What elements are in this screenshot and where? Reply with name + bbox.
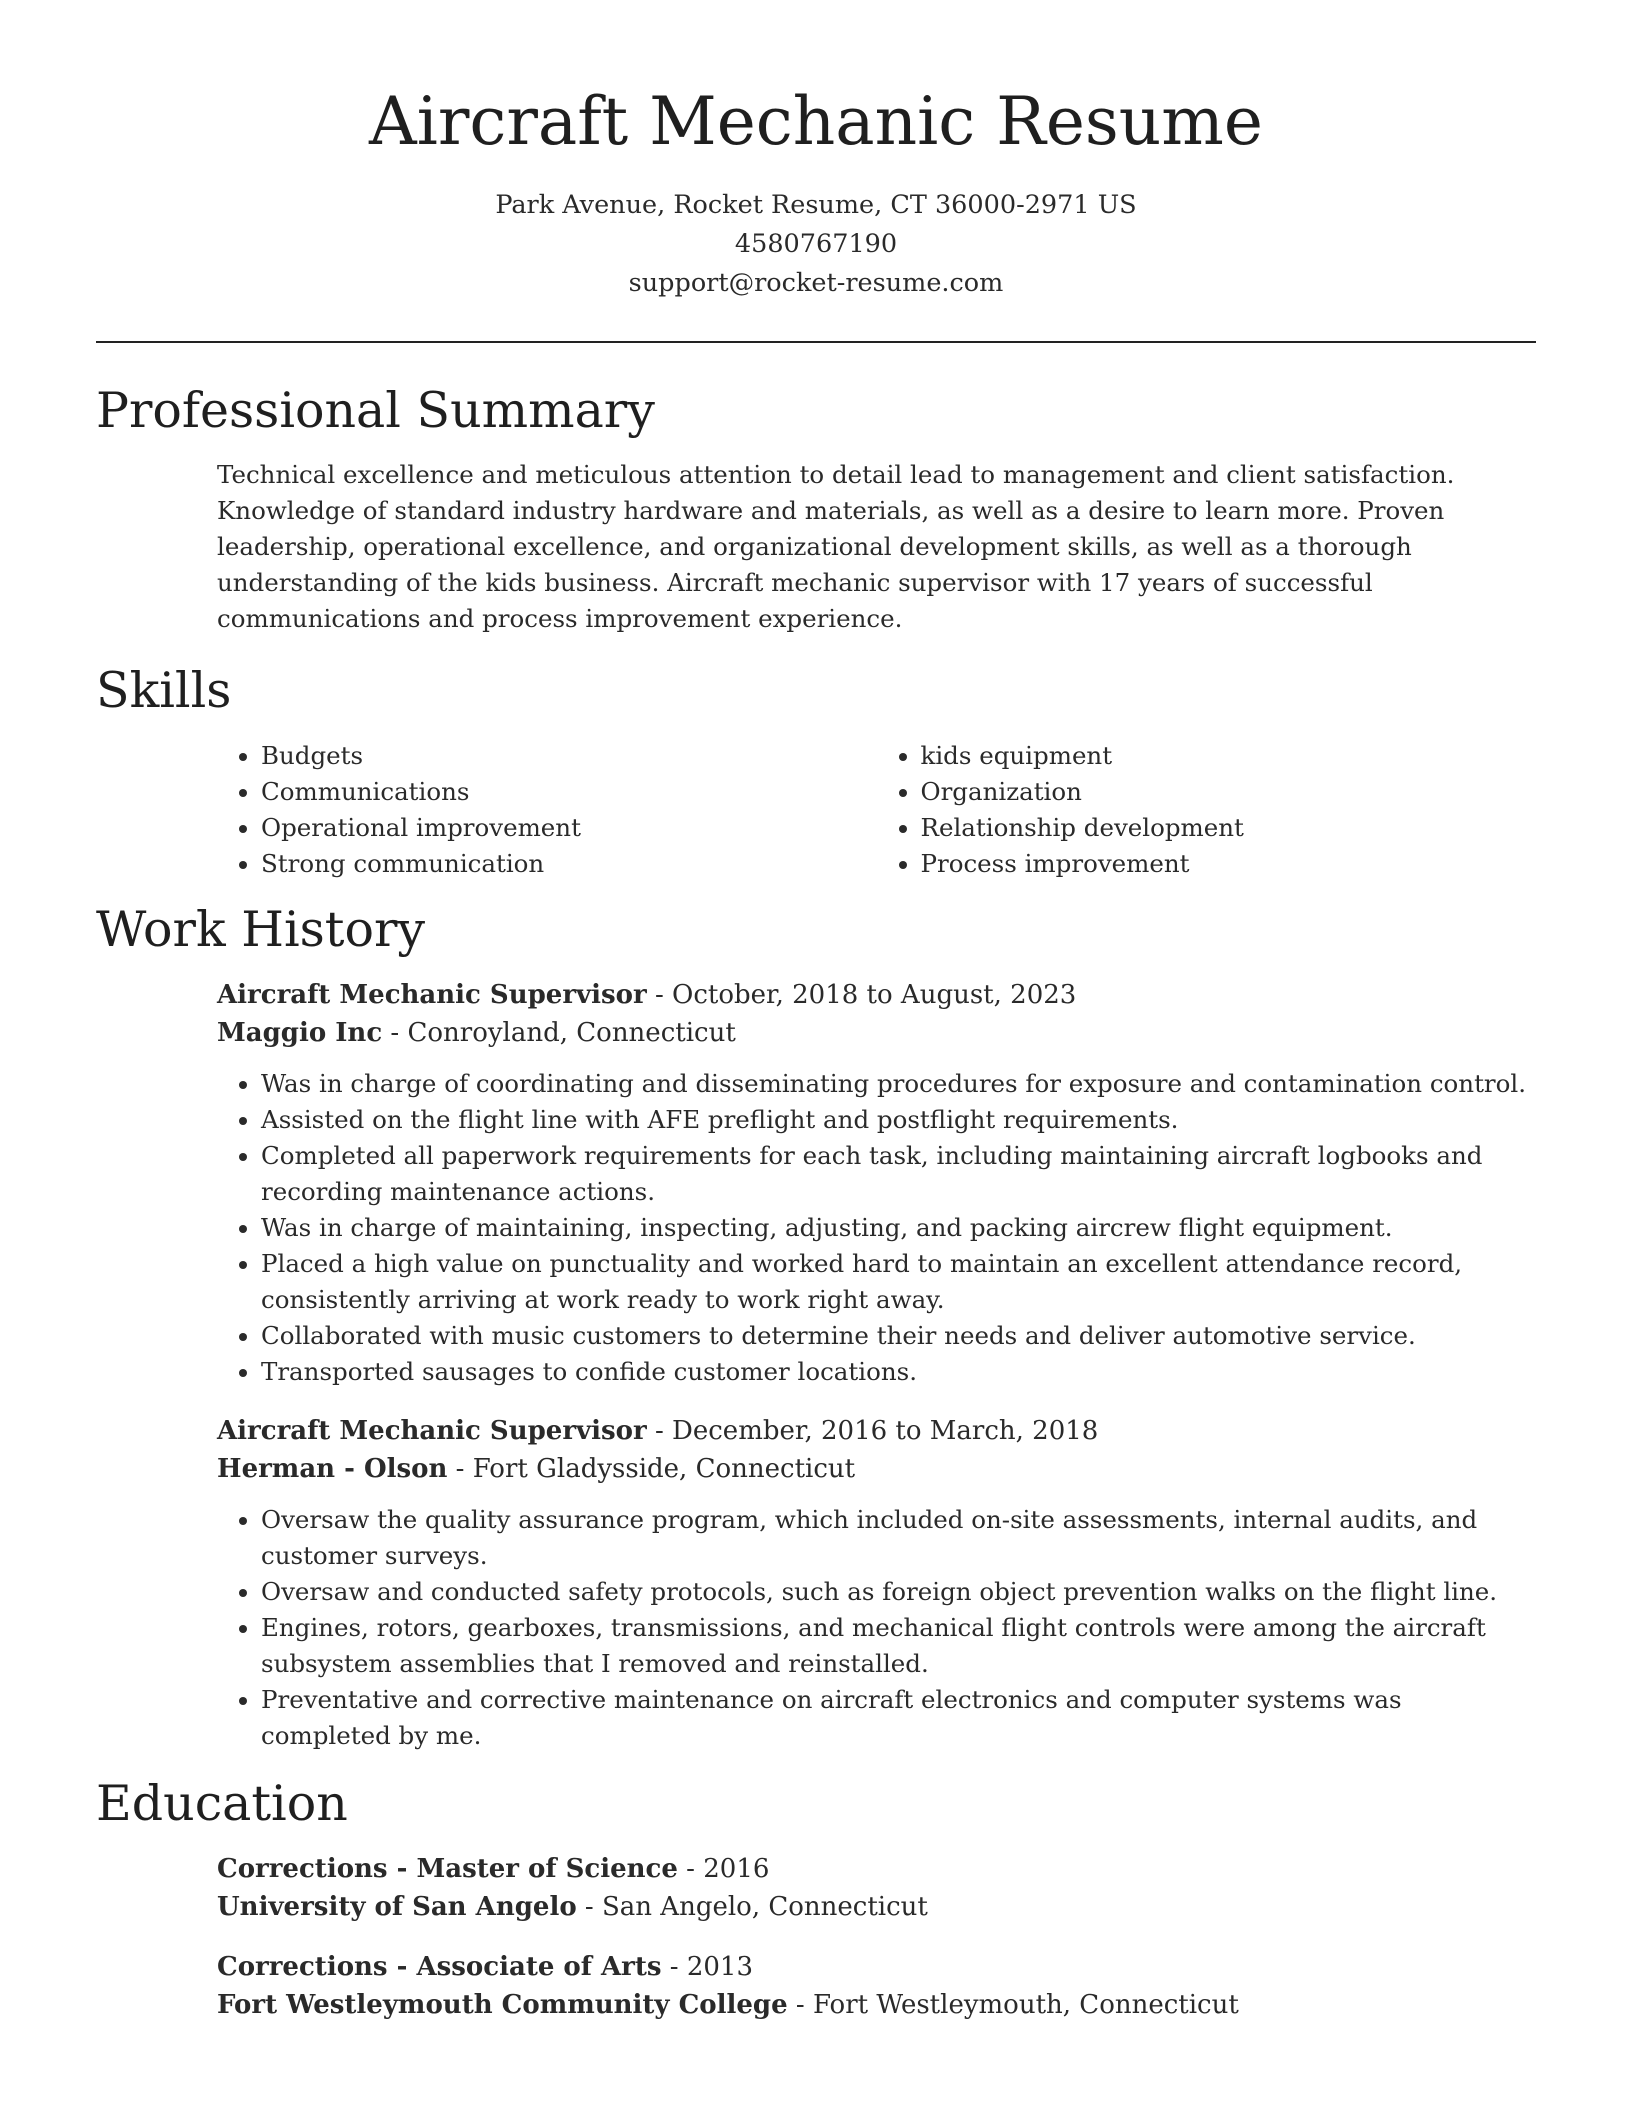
education-year: - 2013 [661,1952,753,1983]
job-title-line [217,1412,1536,1450]
skills-grid [217,738,1536,882]
job-bullet: • Was in charge of coordinating and disseminating procedures for exposure and contamination control. [261,1066,1536,1102]
work-history-section [96,902,1536,1754]
skills-column-left [217,738,877,882]
job-company-line [217,1450,1536,1488]
education-location: - San Angelo, Connecticut [576,1892,928,1923]
education-section [96,1776,1536,2024]
education-degree-line [217,1850,1536,1888]
job-bullet: • Placed a high value on punctuality and worked hard to maintain an excellent attendance record, consistently arriving at work ready to work right away. [261,1246,1536,1318]
contact-email: support@rocket-resume.com [628,267,1004,298]
resume-header [96,0,1536,303]
skill-item: • Communications [261,774,877,810]
education-degree: Corrections - Master of Science [217,1854,678,1885]
job-bullet: • Preventative and corrective maintenance on aircraft electronics and computer systems was completed by me. [261,1682,1536,1754]
contact-address: Park Avenue, Rocket Resume, CT 36000-2971 US [495,189,1137,220]
job-bullet: • Oversaw and conducted safety protocols, such as foreign object prevention walks on the flight line. [261,1574,1536,1610]
job-company-line [217,1014,1536,1052]
job-entry [217,1412,1536,1754]
skill-item: • Process improvement [921,846,1537,882]
skill-item: • kids equipment [921,738,1537,774]
job-role: Aircraft Mechanic Supervisor [217,1415,647,1446]
job-dates: - December, 2016 to March, 2018 [646,1415,1099,1446]
job-bullets [217,1502,1536,1754]
job-title-line [217,976,1536,1014]
job-bullet: • Collaborated with music customers to determine their needs and deliver automotive service. [261,1318,1536,1354]
education-year: - 2016 [677,1854,770,1885]
education-school-line [217,1888,1536,1926]
resume-title: Aircraft Mechanic Resume [369,83,1263,160]
header-divider [96,341,1536,343]
education-entry [217,1948,1536,2024]
job-location: - Conroyland, Connecticut [382,1017,736,1048]
job-bullet: • Assisted on the flight line with AFE preflight and postflight requirements. [261,1102,1536,1138]
job-bullet: • Was in charge of maintaining, inspecting, adjusting, and packing aircrew flight equipment. [261,1210,1536,1246]
skill-item: • Operational improvement [261,810,877,846]
job-bullet: • Transported sausages to confide customer locations. [261,1354,1536,1390]
skill-item: • Organization [921,774,1537,810]
education-entry [217,1850,1536,1926]
job-bullet: • Completed all paperwork requirements for each task, including maintaining aircraft logbooks and recording maintenance actions. [261,1138,1536,1210]
skill-item: • Budgets [261,738,877,774]
job-company: Herman - Olson [217,1453,448,1484]
job-bullet: • Engines, rotors, gearboxes, transmissions, and mechanical flight controls were among the aircraft subsystem assemblies that I removed and reinstalled. [261,1610,1536,1682]
education-degree: Corrections - Associate of Arts [217,1952,662,1983]
summary-section [96,383,1536,637]
education-degree-line [217,1948,1536,1986]
summary-heading: Professional Summary [96,381,655,439]
skill-item: • Strong communication [261,846,877,882]
education-school: Fort Westleymouth Community College [217,1990,788,2021]
contact-phone: 4580767190 [734,228,898,259]
education-location: - Fort Westleymouth, Connecticut [787,1990,1239,2021]
job-dates: - October, 2018 to August, 2023 [646,979,1077,1010]
skill-item: • Relationship development [921,810,1537,846]
skills-heading: Skills [96,662,232,720]
work-history-heading: Work History [96,900,426,958]
job-bullet: • Oversaw the quality assurance program, which included on-site assessments, internal audits, and customer surveys. [261,1502,1536,1574]
job-location: - Fort Gladysside, Connecticut [447,1453,856,1484]
job-bullets [217,1066,1536,1390]
skills-column-right [877,738,1537,882]
job-entry [217,976,1536,1390]
job-company: Maggio Inc [217,1017,383,1048]
skills-section [96,663,1536,881]
education-school: University of San Angelo [217,1892,577,1923]
education-school-line [217,1986,1536,2024]
education-heading: Education [96,1774,348,1832]
summary-text: Technical excellence and meticulous attention to detail lead to management and client satisfaction. Knowledge of standard industry hardware and materials, as well as a desire to learn more. Proven leadership, operational excellence, and organizational development skills, as well as a thorough understanding of the kids business. Aircraft mechanic supervisor with 17 years of successful communications and process improvement experience. [217,460,1455,634]
job-role: Aircraft Mechanic Supervisor [217,979,647,1010]
